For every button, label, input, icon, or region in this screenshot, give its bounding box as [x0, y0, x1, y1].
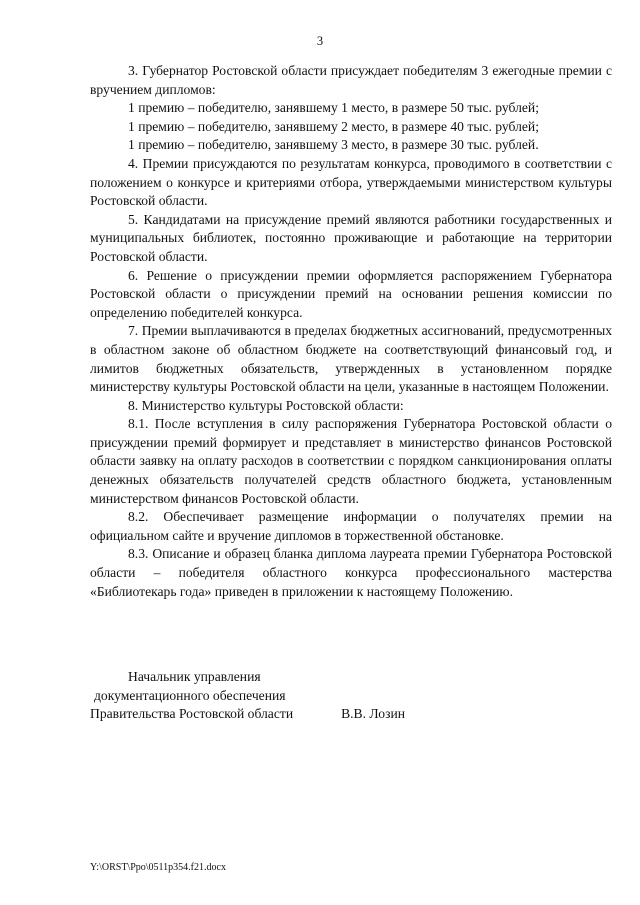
- paragraph-4: 4. Премии присуждаются по результатам конкурса, проводимого в соответствии с положением о конкурсе и критериями отбора, утверждаемыми министерством культуры Ростовской области.: [90, 155, 612, 209]
- signature-block: [90, 668, 612, 724]
- prize-item-3: 1 премию – победителю, занявшему 3 место, в размере 30 тыс. рублей.: [128, 137, 539, 153]
- signature-position-line-1: Начальник управления: [128, 669, 261, 684]
- paragraph-6: 6. Решение о присуждении премии оформляется распоряжением Губернатора Ростовской области о присуждении премий на основании решения комиссии по определению победителей конкурса.: [90, 267, 612, 320]
- paragraph-7: 7. Премии выплачиваются в пределах бюджетных ассигнований, предусмотренных в областном законе об областном бюджете на соответствующий финансовый год, и лимитов бюджетных обязательств, утвержденных в установленном порядке министерству культуры Ростовской области на цели, указанные в настоящем Положении.: [90, 323, 612, 395]
- paragraph-8-2: 8.2. Обеспечивает размещение информации о получателях премии на официальном сайте и вручение дипломов в торжественной обстановке.: [90, 509, 612, 543]
- page-number: 3: [316, 34, 324, 48]
- prize-item-2: 1 премию – победителю, занявшему 2 место, в размере 40 тыс. рублей;: [128, 118, 539, 134]
- file-path-footer: Y:\ORST\Ppo\0511p354.f21.docx: [90, 862, 226, 873]
- paragraph-8-3: 8.3. Описание и образец бланка диплома лауреата премии Губернатора Ростовской области – победителя областного конкурса профессионального мастерства «Библиотекарь года» приведен в приложении к настоящему Положению.: [90, 546, 612, 599]
- prize-item-1: 1 премию – победителю, занявшему 1 место, в размере 50 тыс. рублей;: [128, 100, 539, 116]
- document-body: [90, 62, 612, 601]
- paragraph-8: 8. Министерство культуры Ростовской области:: [128, 397, 404, 413]
- paragraph-8-1: 8.1. После вступления в силу распоряжения Губернатора Ростовской области о присуждении премий формирует и представляет в министерство финансов Ростовской области заявку на оплату расходов в соответствии с порядком санкционирования оплаты денежных обязательств получателей средств областного бюджета, установленным министерством финансов Ростовской области.: [90, 416, 612, 506]
- paragraph-5: 5. Кандидатами на присуждение премий являются работники государственных и муниципальных библиотек, постоянно проживающие и работающие на территории Ростовской области.: [90, 211, 612, 264]
- paragraph-3: 3. Губернатор Ростовской области присуждает победителям 3 ежегодные премии с вручением дипломов:: [90, 63, 612, 97]
- signatory-name: В.В. Лозин: [341, 706, 406, 722]
- signature-position-line-2: документационного обеспечения: [94, 687, 286, 703]
- signature-position-line-3: [90, 705, 612, 724]
- signature-position-text: Правительства Ростовской области: [90, 706, 294, 722]
